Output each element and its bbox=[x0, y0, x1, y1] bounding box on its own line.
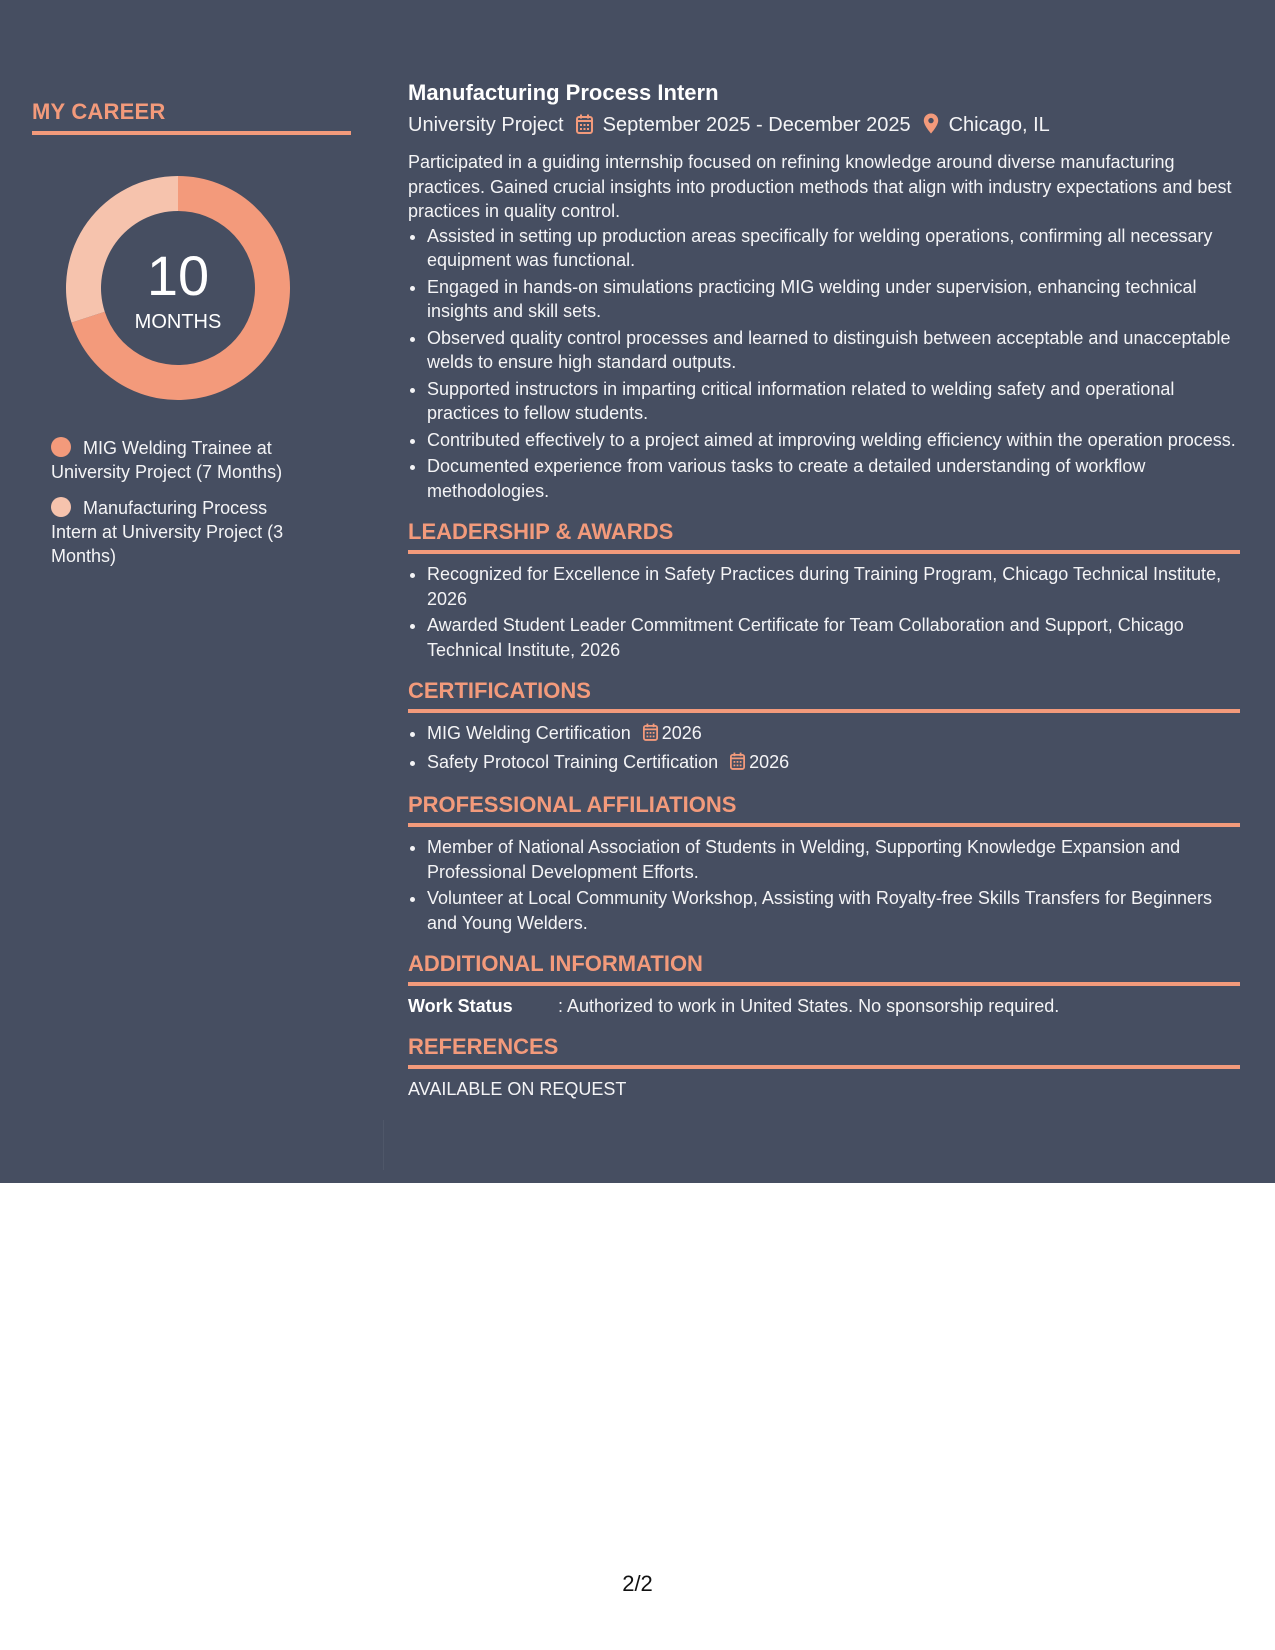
work-status-row bbox=[408, 994, 1240, 1018]
job-meta bbox=[408, 110, 1240, 143]
work-status-label: Work Status bbox=[408, 996, 513, 1016]
job-summary: Participated in a guiding internship focused on refining knowledge around diverse manufacturing practices. Gained crucial insights into production methods that align with industry expectations and best practices in quality control. bbox=[408, 152, 1232, 221]
references-text: AVAILABLE ON REQUEST bbox=[408, 1079, 627, 1099]
legend-item bbox=[51, 436, 301, 484]
section-title-references: REFERENCES bbox=[408, 1034, 559, 1059]
certifications-list bbox=[408, 721, 1240, 776]
affiliations-list bbox=[408, 835, 1240, 935]
list-item: • Engaged in hands-on simulations practicing MIG welding under supervision, enhancing technical insights and skill sets. bbox=[427, 275, 1240, 324]
career-sidebar bbox=[32, 96, 352, 566]
calendar-icon bbox=[730, 752, 745, 777]
main-content bbox=[408, 78, 1240, 1101]
list-item: • Observed quality control processes and learned to distinguish between acceptable and unacceptable welds to ensure high standard outputs. bbox=[427, 326, 1240, 375]
list-item: • Volunteer at Local Community Workshop, Assisting with Royalty-free Skills Transfers for Beginners and Young Welders. bbox=[427, 886, 1240, 935]
job-bullets bbox=[408, 224, 1240, 504]
job-company: University Project bbox=[408, 114, 564, 136]
legend-item bbox=[51, 496, 301, 568]
list-item: • Contributed effectively to a project aimed at improving welding efficiency within the operation process. bbox=[427, 428, 1240, 453]
career-title-rule bbox=[32, 131, 351, 135]
cert-year: 2026 bbox=[661, 723, 702, 743]
career-legend bbox=[51, 436, 301, 580]
section-title-affiliations: PROFESSIONAL AFFILIATIONS bbox=[408, 792, 737, 817]
list-item: • Awarded Student Leader Commitment Certificate for Team Collaboration and Support, Chicago Technical Institute, 2026 bbox=[427, 613, 1240, 662]
section-rule bbox=[408, 550, 1240, 554]
calendar-icon bbox=[576, 113, 593, 143]
list-item: • Documented experience from various tasks to create a detailed understanding of workflow methodologies. bbox=[427, 454, 1240, 503]
job-title: Manufacturing Process Intern bbox=[408, 80, 719, 105]
career-donut-chart bbox=[66, 176, 290, 400]
work-status-value: : Authorized to work in United States. No sponsorship required. bbox=[558, 996, 1060, 1016]
page-number: 2/2 bbox=[622, 1571, 653, 1596]
leadership-list bbox=[408, 562, 1240, 662]
list-item bbox=[427, 750, 1240, 777]
list-item: • Assisted in setting up production areas specifically for welding operations, confirming all necessary equipment was functional. bbox=[427, 224, 1240, 273]
section-rule bbox=[408, 709, 1240, 713]
job-dates: September 2025 - December 2025 bbox=[602, 114, 911, 136]
donut-total-number: 10 bbox=[146, 244, 210, 307]
career-title: MY CAREER bbox=[32, 99, 166, 124]
donut-center bbox=[66, 176, 290, 400]
section-title-certifications: CERTIFICATIONS bbox=[408, 678, 591, 703]
list-item bbox=[427, 721, 1240, 748]
list-item: • Member of National Association of Students in Welding, Supporting Knowledge Expansion and Professional Development Efforts. bbox=[427, 835, 1240, 884]
cert-year: 2026 bbox=[749, 751, 790, 772]
legend-label: MIG Welding Trainee at University Project (7 Months) bbox=[51, 438, 283, 482]
calendar-icon bbox=[643, 723, 658, 748]
section-rule bbox=[408, 982, 1240, 986]
legend-dot-icon bbox=[51, 437, 71, 457]
legend-label: Manufacturing Process Intern at University Project (3 Months) bbox=[51, 498, 284, 566]
section-title-leadership: LEADERSHIP & AWARDS bbox=[408, 519, 674, 544]
cert-name: MIG Welding Certification bbox=[427, 723, 631, 743]
section-rule bbox=[408, 1065, 1240, 1069]
list-item: • Recognized for Excellence in Safety Practices during Training Program, Chicago Technical Institute, 2026 bbox=[427, 562, 1240, 611]
section-title-additional: ADDITIONAL INFORMATION bbox=[408, 951, 703, 976]
section-rule bbox=[408, 823, 1240, 827]
cert-name: Safety Protocol Training Certification bbox=[427, 751, 719, 772]
donut-total-unit: MONTHS bbox=[134, 311, 222, 333]
legend-dot-icon bbox=[51, 497, 71, 517]
column-divider bbox=[383, 1120, 384, 1170]
job-location: Chicago, IL bbox=[948, 114, 1050, 136]
list-item: • Supported instructors in imparting critical information related to welding safety and operational practices to fellow students. bbox=[427, 377, 1240, 426]
location-pin-icon bbox=[923, 113, 939, 143]
